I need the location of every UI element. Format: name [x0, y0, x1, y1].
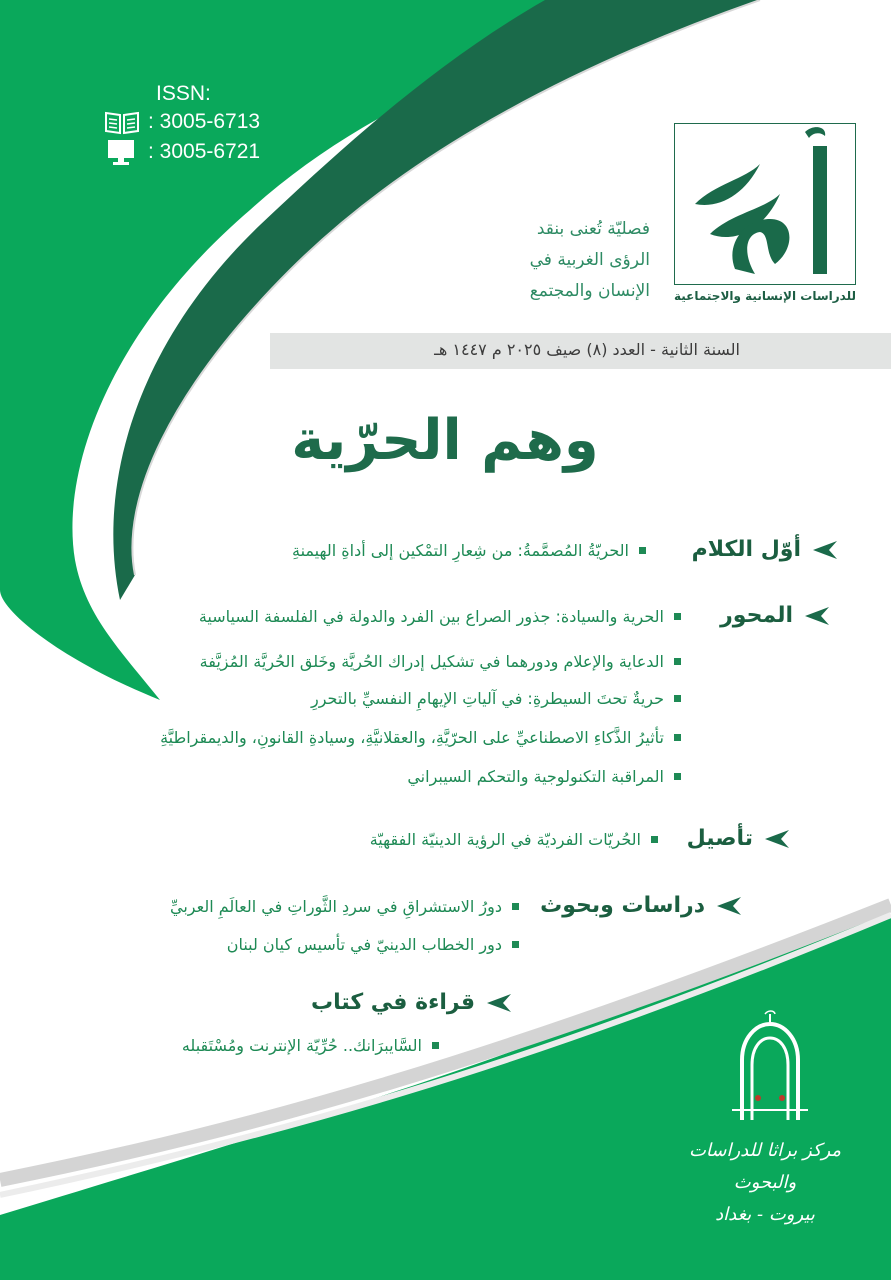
list-item: حريةٌ تحتَ السيطرةِ: في آلياتِ الإيهامِ النفسيِّ بالتحررِ [311, 689, 681, 708]
section-book-review [311, 990, 513, 1015]
publisher-line2: بيروت - بغداد [715, 1204, 815, 1225]
list-item: الحريّةُ المُصمَّمةُ: من شِعارِ التمْكين إلى أداةِ الهيمنةِ [292, 541, 646, 560]
tagline [440, 214, 650, 307]
list-item: الحرية والسيادة: جذور الصراع بين الفرد والدولة في الفلسفة السياسية [199, 607, 681, 626]
chevron-left-icon [809, 539, 839, 561]
chevron-left-icon [713, 895, 743, 917]
chevron-left-icon [801, 605, 831, 627]
section-head: أوّل الكلام [691, 537, 801, 562]
journal-logo-mark [675, 124, 855, 284]
bullet-icon [639, 547, 646, 554]
bullet-icon [674, 613, 681, 620]
list-item: الحُريّات الفرديّة في الرؤية الدينيّة الفقهيّة [370, 830, 658, 849]
publisher-line1: مركز براثا للدراسات والبحوث [688, 1140, 842, 1193]
section-rooting [687, 826, 791, 851]
monitor-icon [104, 138, 140, 166]
logo-subtitle: للدراسات الإنسانية والاجتماعية [673, 289, 856, 303]
list-item: المراقبة التكنولوجية والتحكم السيبراني [407, 767, 681, 786]
issn-online: : 3005-6721 [148, 140, 261, 163]
list-item: السَّايبرَانك.. حُرِّيّة الإنترنت ومُسْتَقبله [182, 1036, 439, 1055]
section-first-word [692, 537, 839, 562]
section-axis [720, 603, 831, 628]
book-icon [104, 109, 140, 135]
issue-info: السنة الثانية - العدد (٨) صيف ٢٠٢٥ م ١٤٤٧ هـ [434, 340, 740, 359]
bullet-icon [674, 773, 681, 780]
list-item: دور الخطاب الدينيّ في تأسيس كيان لبنان [227, 935, 519, 954]
issue-title: وهم الحرّية [291, 408, 599, 473]
tagline-line2: الرؤى الغربية في [529, 250, 650, 270]
section-head: تأصيل [686, 826, 753, 851]
issn-label: ISSN: [156, 82, 211, 105]
issn-online-row [104, 138, 260, 166]
list-item: الدعاية والإعلام ودورهما في تشكيل إدراك الحُريَّة وخَلق الحُريَّة المُزيَّفة [200, 652, 681, 671]
section-head: المحور [720, 603, 793, 628]
bullet-icon [512, 941, 519, 948]
list-item: دورُ الاستشراقِ في سردِ الثَّوراتِ في العالَمِ العربيِّ [170, 897, 519, 916]
bullet-icon [674, 734, 681, 741]
section-head: قراءة في كتاب [311, 990, 475, 1015]
issn-print: : 3005-6713 [148, 110, 261, 133]
journal-logo [674, 123, 856, 285]
publisher-name [665, 1135, 865, 1231]
bullet-icon [674, 695, 681, 702]
tagline-line1: فصليّة تُعنى بنقد [536, 219, 650, 239]
chevron-left-icon [483, 992, 513, 1014]
section-studies [540, 893, 743, 918]
chevron-left-icon [761, 828, 791, 850]
section-head: دراسات وبحوث [540, 893, 705, 918]
list-item: تأثيرُ الذَّكاءِ الاصطناعيِّ على الحرّيَّةِ، والعقلانيَّةِ، وسيادةِ القانونِ، والديمقراطيَّةِ [160, 728, 681, 747]
issn-print-row [104, 108, 260, 136]
publisher-emblem [728, 1010, 812, 1130]
bullet-icon [432, 1042, 439, 1049]
bullet-icon [512, 903, 519, 910]
tagline-line3: الإنسان والمجتمع [529, 281, 650, 301]
bullet-icon [651, 836, 658, 843]
bullet-icon [674, 658, 681, 665]
